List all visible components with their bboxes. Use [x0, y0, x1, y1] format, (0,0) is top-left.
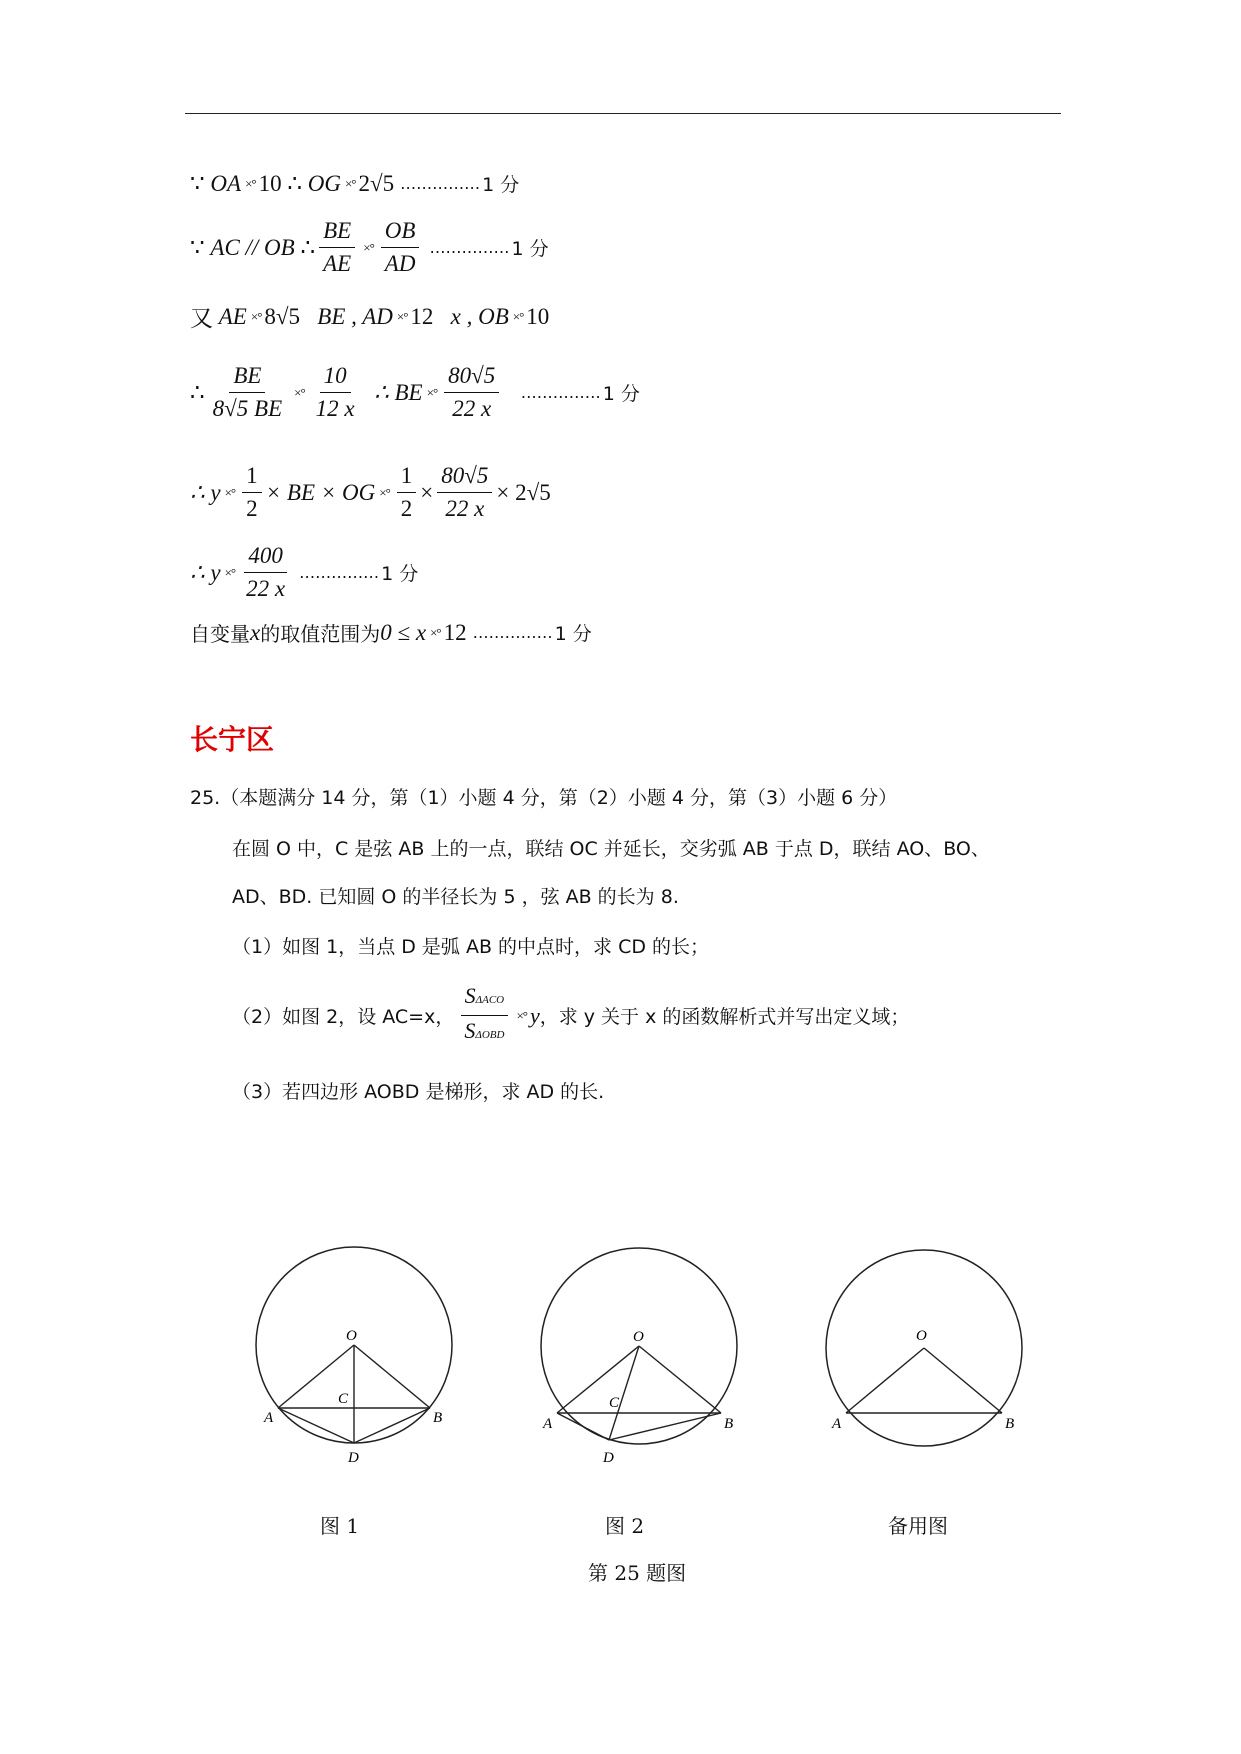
caption-figure-1: 图 1 — [320, 1514, 360, 1538]
solution-line-6: ∴ y ×° $\frac{400}{22 x}$ …………… 1 分 — [190, 543, 419, 601]
solution-line-1: ∵ OA ×° 10 ∴ OG ×° 2√5 …………… 1 分 — [190, 170, 520, 196]
problem-stem-2: AD、BD. 已知圆 O 的半径长为 5 ，弦 AB 的长为 8. — [232, 886, 679, 908]
caption-figure-2: 图 2 — [605, 1514, 645, 1538]
solution-line-4: ∴ $\frac{BE}{8√5 BE}$ ×° $\frac{10}{12 x}$ ∴ BE ×° $\frac{80√5}{22 x}$ …………… 1 分 — [190, 363, 640, 421]
question-2: （2）如图 2，设 AC=x， $\frac{\text{SΔACO}}{\text{SΔOBD}}$ ×° y ，求 y 关于 x 的函数解析式并写出定义域； — [232, 983, 910, 1043]
caption-figure-spare: 备用图 — [888, 1514, 948, 1538]
figure-1 — [250, 1240, 460, 1470]
problem-header: 25.（本题满分 14 分，第（1）小题 4 分，第（2）小题 4 分，第（3）小题 6 分） — [190, 787, 898, 809]
figure-spare — [820, 1240, 1030, 1470]
label-o: O — [916, 1328, 927, 1344]
label-b: B — [1005, 1416, 1015, 1432]
fraction-be-ae: $\frac{BE}{AE}$ — [319, 217, 355, 278]
top-rule — [185, 113, 1061, 114]
label-c: C — [609, 1395, 620, 1411]
label-d: D — [603, 1450, 614, 1466]
caption-main: 第 25 题图 — [588, 1561, 687, 1585]
label-o: O — [633, 1329, 644, 1345]
figure-2 — [535, 1240, 745, 1470]
label-b: B — [724, 1416, 734, 1432]
label-b: B — [433, 1410, 443, 1426]
label-a: A — [264, 1410, 274, 1426]
solution-line-7: 自变量 x 的取值范围为 0 ≤ x ×° 12 …………… 1 分 — [190, 619, 592, 646]
fraction-ob-ad: $\frac{OB}{AD}$ — [381, 217, 420, 278]
solution-line-3: 又 AE ×° 8√5 BE , AD ×° 12 x , OB ×° 10 — [190, 303, 550, 331]
label-d: D — [348, 1450, 359, 1466]
label-c: C — [338, 1391, 349, 1407]
label-a: A — [543, 1416, 553, 1432]
district-heading: 长宁区 — [190, 723, 275, 756]
question-1: （1）如图 1，当点 D 是弧 AB 的中点时，求 CD 的长； — [232, 936, 710, 958]
label-o: O — [346, 1328, 357, 1344]
solution-line-5: ∴ y ×° $\frac{1}{2}$ × BE × OG ×° $\frac{1}{2}$ × $\frac{80√5}{22 x}$ × 2√5 — [190, 463, 551, 521]
question-3: （3）若四边形 AOBD 是梯形，求 AD 的长. — [232, 1081, 605, 1103]
label-a: A — [832, 1416, 842, 1432]
problem-stem-1: 在圆 O 中，C 是弦 AB 上的一点，联结 OC 并延长，交劣弧 AB 于点 D，联结 AO、BO、 — [232, 838, 990, 860]
solution-line-2: ∵ AC // OB ∴ $\frac{BE}{AE}$ ×° $\frac{OB}{AD}$ …………… 1 分 — [190, 218, 549, 276]
